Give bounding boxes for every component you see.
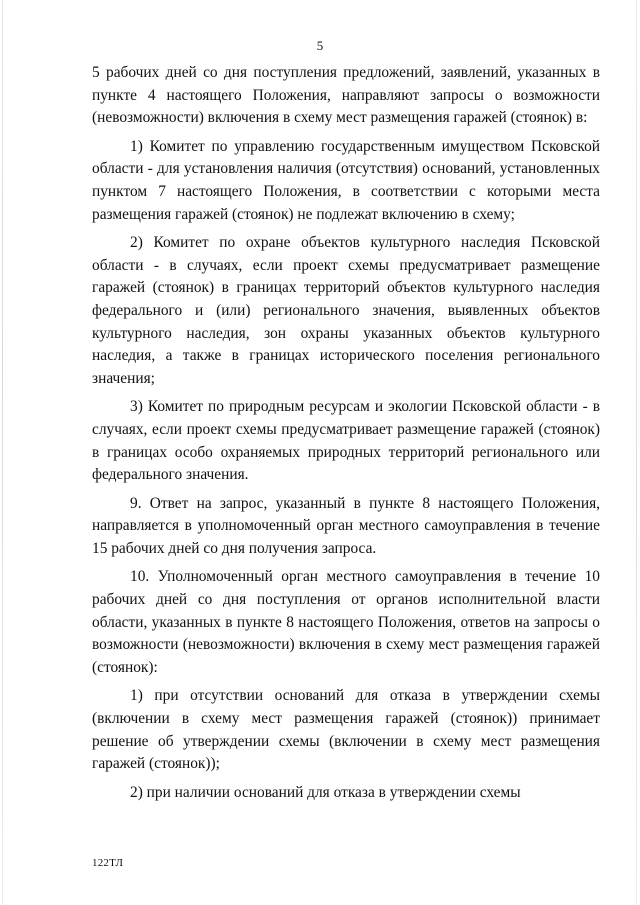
paragraph-item-1: 1) Комитет по управлению государственным имуществом Псковской области - для установления наличия (отсутствия) оснований, установленных пунктом 7 настоящего Положения, в соответствии с которыми места размещения гаражей (стоянок) не подлежат включению в схему; — [92, 137, 600, 223]
footer-code: 122ТЛ — [92, 857, 124, 869]
paragraph-continuation: 5 рабочих дней со дня поступления предложений, заявлений, указанных в пункте 4 настоящего Положения, направляют запросы о возможности (невозможности) включения в схему мест размещения гаражей (стоянок) в: — [92, 64, 600, 127]
paragraph-subitem-1: 1) при отсутствии оснований для отказа в утверждении схемы (включении в схему мест размещения гаражей (стоянок)) принимает решение об утверждении схемы (включении в схему мест размещения гаражей (стоянок)); — [92, 687, 600, 773]
page-number: 5 — [316, 38, 324, 53]
scan-edge-left — [2, 0, 3, 905]
document-body — [92, 62, 600, 810]
scan-edge-right — [636, 0, 637, 905]
paragraph-subitem-2: 2) при наличии оснований для отказа в утверждении схемы — [130, 783, 521, 801]
paragraph-clause-9: 9. Ответ на запрос, указанный в пункте 8 настоящего Положения, направляется в уполномоченный орган местного самоуправления в течение 15 рабочих дней со дня получения запроса. — [92, 494, 600, 557]
paragraph-item-3: 3) Комитет по природным ресурсам и экологии Псковской области - в случаях, если проект схемы предусматривает размещение гаражей (стоянок) в границах особо охраняемых природных территорий регионального или федерального значения. — [92, 398, 600, 484]
paragraph-item-2: 2) Комитет по охране объектов культурного наследия Псковской области - в случаях, если проект схемы предусматривает размещение гаражей (стоянок) в границах территорий объектов культурного наследия федерального и (или) регионального значения, выявленных объектов культурного наследия, зон охраны указанных объектов культурного наследия, а также в границах исторического поселения регионального значения; — [92, 234, 600, 387]
paragraph-clause-10: 10. Уполномоченный орган местного самоуправления в течение 10 рабочих дней со дня поступления от органов исполнительной власти области, указанных в пункте 8 настоящего Положения, ответов на запросы о возможности (невозможности) включения в схему мест размещения гаражей (стоянок): — [92, 568, 600, 676]
